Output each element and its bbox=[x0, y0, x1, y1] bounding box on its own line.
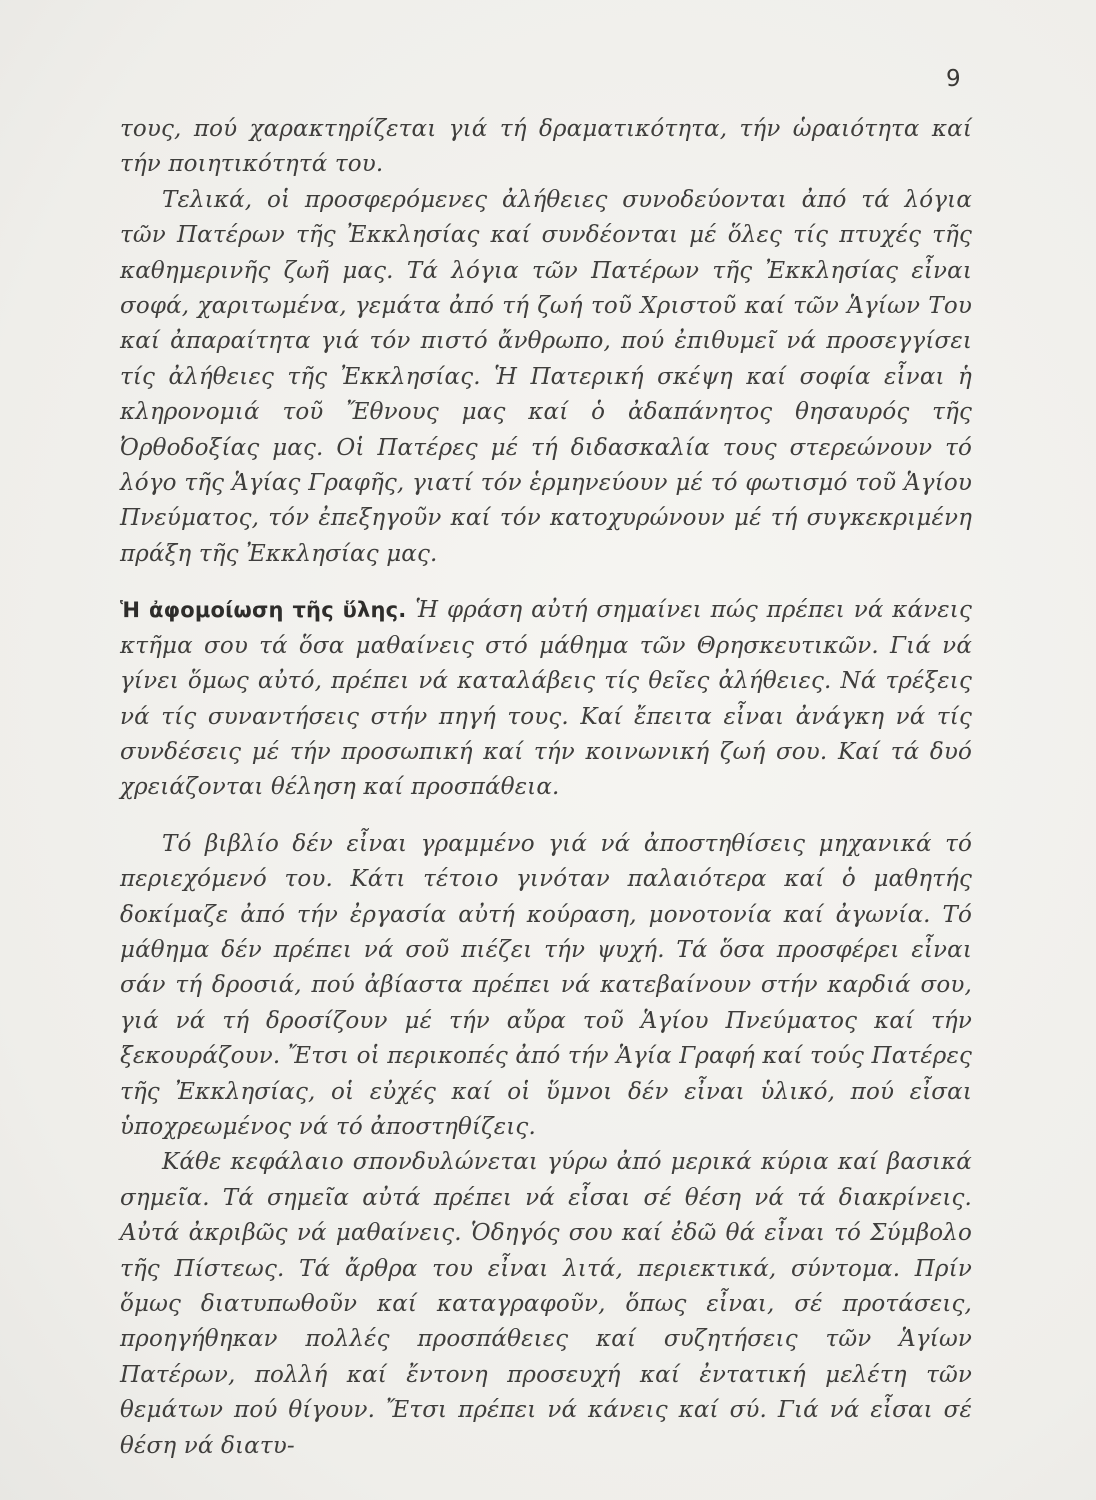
body-text bbox=[120, 112, 972, 1464]
paragraph-continuation: τους, πού χαρακτηρίζεται γιά τή δραματικότητα, τήν ὡραιότητα καί τήν ποιητικότητά του. bbox=[120, 116, 972, 178]
section-heading: Ἡ ἀφομοίωση τῆς ὕλης. bbox=[120, 598, 407, 623]
page-number: 9 bbox=[946, 66, 961, 92]
paragraph-assimilation bbox=[120, 593, 972, 805]
paragraph-fathers-of-church: Τελικά, οἱ προσφερόμενες ἀλήθειες συνοδεύονται ἀπό τά λόγια τῶν Πατέρων τῆς Ἐκκλησίας καί συνδέονται μέ ὅλες τίς πτυχές τῆς καθημερινῆς ζωῆ μας. Τά λόγια τῶν Πατέρων τῆς Ἐκκλησίας εἶναι σοφά, χαριτωμένα, γεμάτα ἀπό τή ζωή τοῦ Χριστοῦ καί τῶν Ἁγίων Του καί ἀπαραίτητα γιά τόν πιστό ἄνθρωπο, πού ἐπιθυμεῖ νά προσεγγίσει τίς ἀλήθειες τῆς Ἐκκλησίας. Ἡ Πατερική σκέψη καί σοφία εἶναι ἡ κληρονομιά τοῦ Ἔθνους μας καί ὁ ἀδαπάνητος θησαυρός τῆς Ὀρθοδοξίας μας. Οἱ Πατέρες μέ τή διδασκαλία τους στερεώνουν τό λόγο τῆς Ἁγίας Γραφῆς, γιατί τόν ἑρμηνεύουν μέ τό φωτισμό τοῦ Ἁγίου Πνεύματος, τόν ἐπεξηγοῦν καί τόν κατοχυρώνουν μέ τή συγκεκριμένη πράξη τῆς Ἐκκλησίας μας. bbox=[120, 186, 972, 567]
section-body-text: Ἡ φράση αὐτή σημαίνει πώς πρέπει νά κάνεις κτῆμα σου τά ὅσα μαθαίνεις στό μάθημα τῶν Θρησκευτικῶν. Γιά νά γίνει ὅμως αὐτό, πρέπει νά καταλάβεις τίς θεῖες ἀλήθειες. Νά τρέξεις νά τίς συναντήσεις στήν πηγή τους. Καί ἔπειτα εἶναι ἀνάγκη νά τίς συνδέσεις μέ τήν προσωπική καί τήν κοινωνική ζωή σου. Καί τά δυό χρειάζονται θέληση καί προσπάθεια. bbox=[120, 597, 972, 801]
paragraph-chapter-structure: Κάθε κεφάλαιο σπονδυλώνεται γύρω ἀπό μερικά κύρια καί βασικά σημεῖα. Τά σημεῖα αὐτά πρέπει νά εἶσαι σέ θέση νά τά διακρίνεις. Αὐτά ἀκριβῶς νά μαθαίνεις. Ὁδηγός σου καί ἐδῶ θά εἶναι τό Σύμβολο τῆς Πίστεως. Τά ἄρθρα του εἶναι λιτά, περιεκτικά, σύντομα. Πρίν ὅμως διατυπωθοῦν καί καταγραφοῦν, ὅπως εἶναι, σέ προτάσεις, προηγήθηκαν πολλές προσπάθειες καί συζητήσεις τῶν Ἁγίων Πατέρων, πολλή καί ἔντονη προσευχή καί ἐντατική μελέτη τῶν θεμάτων πού θίγουν. Ἔτσι πρέπει νά κάνεις καί σύ. Γιά νά εἶσαι σέ θέση νά διατυ- bbox=[120, 1149, 972, 1459]
paragraph-book-purpose: Τό βιβλίο δέν εἶναι γραμμένο γιά νά ἀποστηθίσεις μηχανικά τό περιεχόμενό του. Κάτι τέτοιο γινόταν παλαιότερα καί ὁ μαθητής δοκίμαζε ἀπό τήν ἐργασία αὐτή κούραση, μονοτονία καί ἀγωνία. Τό μάθημα δέν πρέπει νά σοῦ πιέζει τήν ψυχή. Τά ὅσα προσφέρει εἶναι σάν τή δροσιά, πού ἀβίαστα πρέπει νά κατεβαίνουν στήν καρδιά σου, γιά νά τή δροσίζουν μέ τήν αὔρα τοῦ Ἁγίου Πνεύματος καί τήν ξεκουράζουν. Ἔτσι οἱ περικοπές ἀπό τήν Ἁγία Γραφή καί τούς Πατέρες τῆς Ἐκκλησίας, οἱ εὐχές καί οἱ ὕμνοι δέν εἶναι ὑλικό, πού εἶσαι ὑποχρεωμένος νά τό ἀποστηθίζεις. bbox=[120, 830, 972, 1140]
